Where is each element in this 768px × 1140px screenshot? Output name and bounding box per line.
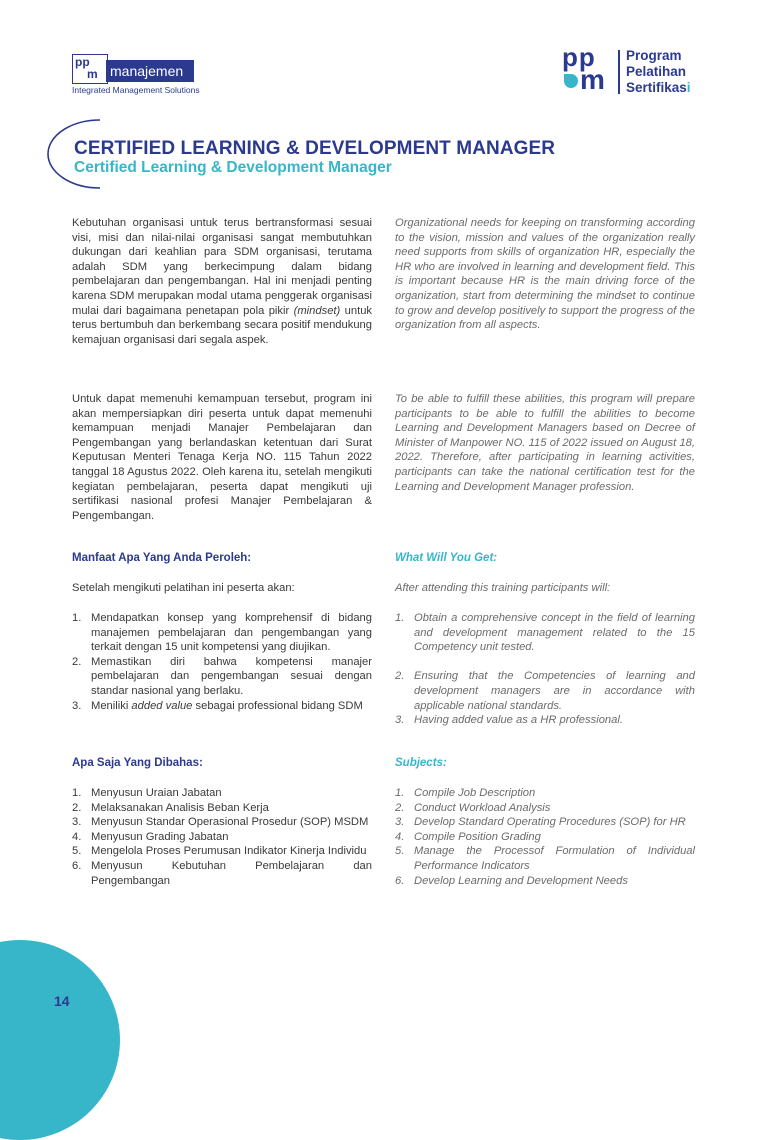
subjects-heading-en: Subjects: <box>395 757 447 769</box>
drop-icon <box>564 74 578 88</box>
list-item <box>72 830 372 845</box>
list-item <box>395 830 695 845</box>
program-line3-text: Sertifikas <box>626 80 687 95</box>
program-line3-accent: i <box>686 80 691 95</box>
list-number: 3. <box>395 816 405 829</box>
left-benefits-list <box>72 611 372 713</box>
list-item-text: Menyusun Standar Operasional Prosedur (SOP) MSDM <box>91 816 369 829</box>
list-item-text: Develop Learning and Development Needs <box>414 874 628 887</box>
list-item <box>72 859 372 888</box>
right-benefits-list <box>395 611 695 728</box>
logo-name: manajemen <box>106 60 194 82</box>
list-number: 4. <box>72 830 82 843</box>
corner-decoration <box>0 940 120 1140</box>
subjects-heading-id: Apa Saja Yang Dibahas: <box>72 757 203 769</box>
list-item-text: sebagai professional bidang SDM <box>195 699 363 712</box>
intro-p1-mindset: (mindset) <box>293 304 341 317</box>
intro-p1-end: untuk terus bertumbuh dan berkembang secara positif mendukung kemajuan organisasi dari segala aspek. <box>72 304 373 346</box>
ppm-program-logo <box>562 42 712 98</box>
list-number: 5. <box>395 845 405 858</box>
list-item <box>72 801 372 816</box>
list-item-text: Obtain a comprehensive concept in the field of learning and development management related to the 15 Competency unit tested. <box>414 612 695 654</box>
list-number: 2. <box>395 670 405 683</box>
logo-tagline: Integrated Management Solutions <box>72 85 200 95</box>
list-item-text: Develop Standard Operating Procedures (SOP) for HR <box>414 816 686 829</box>
list-item <box>395 611 695 655</box>
list-item <box>395 801 695 816</box>
list-number: 2. <box>72 655 82 668</box>
right-benefits-heading-wrap <box>395 551 695 566</box>
list-number: 2. <box>395 801 405 814</box>
ppm-manajemen-logo <box>72 54 222 98</box>
benefits-heading-en: What Will You Get: <box>395 552 498 564</box>
list-number: 3. <box>395 714 405 727</box>
list-number: 6. <box>72 859 82 872</box>
right-column-p2 <box>395 392 695 494</box>
list-number: 1. <box>72 787 82 799</box>
list-item <box>395 713 695 728</box>
list-number: 4. <box>395 830 405 843</box>
left-column <box>72 216 372 347</box>
right-benefits-lead-wrap <box>395 581 695 596</box>
left-benefits-lead-wrap <box>72 581 372 596</box>
list-number: 3. <box>72 816 82 829</box>
benefits-lead-en: After attending this training participants will: <box>395 582 611 594</box>
list-item-text: Mendapatkan konsep yang komprehensif di bidang manajemen pembelajaran dan pengembangan yang terkait dengan 15 unit kompetensi yang diujikan. <box>91 612 372 654</box>
list-item-italic: added value <box>131 699 193 712</box>
list-item-text: Memastikan diri bahwa kompetensi manajer pembelajaran dan pengembangan sesuai dengan standar nasional yang berlaku. <box>91 655 372 697</box>
list-item <box>395 874 695 889</box>
page-number: 14 <box>54 993 70 1009</box>
list-item-text: Manage the Processof Formulation of Individual Performance Indicators <box>414 845 695 872</box>
left-subjects-heading-wrap <box>72 756 372 771</box>
list-number: 6. <box>395 874 405 887</box>
right-subjects-heading-wrap <box>395 756 695 771</box>
list-number: 1. <box>395 787 405 799</box>
list-number: 5. <box>72 845 82 858</box>
list-item <box>72 815 372 830</box>
list-item-text: Melaksanakan Analisis Beban Kerja <box>91 801 269 814</box>
page-title: CERTIFIED LEARNING & DEVELOPMENT MANAGER <box>74 138 556 159</box>
list-item-text: Compile Position Grading <box>414 830 541 843</box>
list-item <box>72 611 372 655</box>
list-item <box>395 669 695 713</box>
program-line3 <box>626 80 691 96</box>
list-item-text: Having added value as a HR professional. <box>414 714 623 727</box>
list-number: 1. <box>72 612 82 624</box>
left-subjects-list <box>72 786 372 888</box>
intro-paragraph-id-1 <box>72 216 372 347</box>
list-item-text: Conduct Workload Analysis <box>414 801 551 814</box>
ppm-logo-m: m <box>580 64 605 95</box>
list-item-text: Menyusun Grading Jabatan <box>91 830 229 843</box>
list-item-text: Menyusun Uraian Jabatan <box>91 787 222 799</box>
program-line1: Program <box>626 48 682 63</box>
list-item <box>72 844 372 859</box>
logo-divider <box>618 50 620 94</box>
ppm-logo-pp: pp <box>562 42 596 72</box>
intro-paragraph-en-1: Organizational needs for keeping on transforming according to the vision, mission and values of the organization really need supports from skills of organization HR, especially the HR who are involved in learning and development field. This is important because HR is the main driving force of the organization, start from determining the mindset to continue to grow and develop positively to support the progress of the organization from all aspects. <box>395 217 695 332</box>
list-number: 2. <box>72 801 82 814</box>
list-number: 3. <box>72 699 82 712</box>
intro-paragraph-en-2: To be able to fulfill these abilities, this program will prepare participants to be able to fulfill the abilities to become Learning and Development Managers based on Decree of Minister of Manpower NO. 115 of 2022 issued on August 18, 2022. Therefore, after participating in learning activities, participants can take the national certification test for the Learning and Development Manager profession. <box>395 393 695 493</box>
benefits-lead-id: Setelah mengikuti pelatihan ini peserta akan: <box>72 582 295 594</box>
list-item <box>72 699 372 714</box>
list-item-text: Mengelola Proses Perumusan Indikator Kinerja Individu <box>91 845 367 858</box>
left-column-p2 <box>72 392 372 523</box>
list-item <box>72 786 372 801</box>
program-line2: Pelatihan <box>626 64 687 79</box>
program-words <box>626 48 691 96</box>
list-item <box>72 655 372 699</box>
right-column <box>395 216 695 333</box>
intro-p1-text: Kebutuhan organisasi untuk terus bertransformasi sesuai visi, misi dan nilai-nilai organisasi sangat membutuhkan dukungan dari keahlian para SDM organisasi, terutama adalah SDM yang berkecimpung dalam bidang pembelajaran dan pengembangan. Hal ini menjadi penting karena SDM merupakan modal utama penggerak organisasi mulai dari bagaimana penetapan pola pikir <box>72 217 372 317</box>
page-subtitle: Certified Learning & Development Manager <box>74 159 392 176</box>
right-subjects-list <box>395 786 695 888</box>
list-item <box>395 786 695 801</box>
list-item-text: Compile Job Description <box>414 787 536 799</box>
list-number: 1. <box>395 612 405 624</box>
list-item-text: Meniliki <box>91 699 129 712</box>
benefits-heading-id: Manfaat Apa Yang Anda Peroleh: <box>72 552 252 564</box>
intro-paragraph-id-2: Untuk dapat memenuhi kemampuan tersebut, program ini akan mempersiapkan diri peserta untuk dapat memenuhi kemampuan menjadi Manajer Pembelajaran dan Pengembangan yang berlandaskan ketentuan dari Surat Keputusan Menteri Tenaga Kerja NO. 115 Tahun 2022 tanggal 18 Agustus 2022. Oleh karena itu, setelah mengikuti kegiatan pembelajaran, peserta dapat mengikuti uji sertifikasi nasional profesi Manajer Pembelajaran & Pengembangan. <box>72 393 372 522</box>
list-item-text: Menyusun Kebutuhan Pembelajaran dan Pengembangan <box>91 859 372 887</box>
left-benefits-heading-wrap <box>72 551 372 566</box>
list-item <box>395 844 695 873</box>
list-item <box>395 815 695 830</box>
ppm-logo-mark: pp m <box>72 54 108 84</box>
list-item-text: Ensuring that the Competencies of learning and development managers are in accordance with applicable national standards. <box>414 670 695 712</box>
